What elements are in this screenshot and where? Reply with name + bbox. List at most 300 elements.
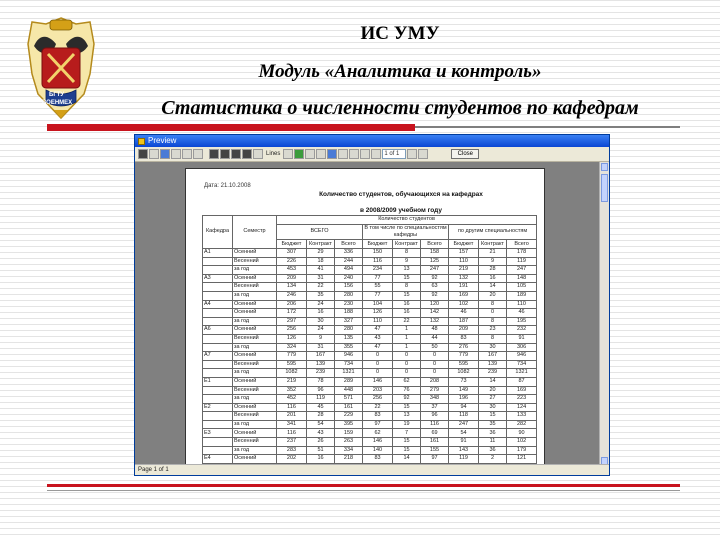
value-cell: 14 — [479, 283, 507, 292]
value-cell: 189 — [507, 291, 537, 300]
semester-cell: за год — [233, 369, 277, 378]
dept-cell: Е2 — [203, 403, 233, 412]
value-cell: 167 — [307, 352, 335, 361]
table-row — [203, 334, 537, 343]
value-cell: 734 — [507, 360, 537, 369]
table-row — [203, 360, 537, 369]
value-cell: 161 — [421, 438, 449, 447]
table-row — [203, 369, 537, 378]
view-icon[interactable] — [242, 149, 252, 159]
value-cell: 0 — [421, 360, 449, 369]
value-cell: 51 — [307, 446, 335, 455]
value-cell: 1082 — [277, 369, 307, 378]
value-cell: 47 — [363, 343, 393, 352]
dept-cell: А6 — [203, 326, 233, 335]
value-cell: 452 — [277, 395, 307, 404]
value-cell: 395 — [335, 420, 363, 429]
value-cell: 188 — [335, 309, 363, 318]
value-cell: 36 — [479, 446, 507, 455]
value-cell: 83 — [449, 334, 479, 343]
value-cell: 126 — [363, 309, 393, 318]
table-row — [203, 326, 537, 335]
semester-cell: за год — [233, 395, 277, 404]
value-cell: 11 — [479, 438, 507, 447]
value-cell: 30 — [479, 403, 507, 412]
zoom-icon[interactable] — [294, 149, 304, 159]
value-cell: 28 — [307, 412, 335, 421]
value-cell: 35 — [307, 291, 335, 300]
value-cell: 324 — [277, 343, 307, 352]
value-cell: 9 — [393, 257, 421, 266]
tools-icon[interactable] — [338, 149, 348, 159]
dept-cell: А1 — [203, 249, 233, 258]
save-icon[interactable] — [160, 149, 170, 159]
value-cell: 69 — [421, 429, 449, 438]
prev-page-icon[interactable] — [371, 149, 381, 159]
value-cell: 73 — [449, 377, 479, 386]
value-cell: 352 — [277, 386, 307, 395]
value-cell: 110 — [363, 317, 393, 326]
value-cell: 202 — [277, 455, 307, 464]
value-cell: 24 — [307, 300, 335, 309]
preview-toolbar — [135, 147, 609, 162]
value-cell: 9 — [307, 334, 335, 343]
value-cell: 16 — [393, 300, 421, 309]
value-cell: 132 — [421, 317, 449, 326]
value-cell: 0 — [363, 360, 393, 369]
scroll-thumb[interactable] — [601, 174, 608, 202]
value-cell: 263 — [335, 438, 363, 447]
value-cell: 110 — [449, 257, 479, 266]
value-cell: 125 — [421, 257, 449, 266]
table-row — [203, 249, 537, 258]
value-cell: 150 — [363, 249, 393, 258]
value-cell: 223 — [507, 395, 537, 404]
header-group-total: Количество студентов — [277, 216, 537, 225]
value-cell: 126 — [277, 334, 307, 343]
value-cell: 15 — [393, 446, 421, 455]
first-page-icon[interactable] — [360, 149, 370, 159]
dept-cell — [203, 283, 233, 292]
value-cell: 78 — [307, 377, 335, 386]
value-cell: 191 — [449, 283, 479, 292]
value-cell: 19 — [393, 420, 421, 429]
value-cell: 140 — [363, 446, 393, 455]
value-cell: 247 — [449, 420, 479, 429]
value-cell: 779 — [277, 352, 307, 361]
report-title-line1: Количество студентов, обучающихся на кафедрах — [319, 191, 483, 198]
value-cell: 121 — [507, 455, 537, 464]
value-cell: 22 — [307, 283, 335, 292]
value-cell: 307 — [277, 249, 307, 258]
value-cell: 1082 — [449, 369, 479, 378]
value-cell: 116 — [277, 403, 307, 412]
last-page-icon[interactable] — [418, 149, 428, 159]
value-cell: 8 — [479, 300, 507, 309]
value-cell: 16 — [307, 309, 335, 318]
value-cell: 62 — [393, 377, 421, 386]
value-cell: 203 — [363, 386, 393, 395]
semester-cell: Осенний — [233, 249, 277, 258]
table-row — [203, 395, 537, 404]
bottom-red-divider — [47, 484, 680, 487]
value-cell: 118 — [449, 412, 479, 421]
value-cell: 172 — [277, 309, 307, 318]
value-cell: 355 — [335, 343, 363, 352]
table-row — [203, 412, 537, 421]
dept-cell — [203, 343, 233, 352]
value-cell: 161 — [335, 403, 363, 412]
value-cell: 35 — [479, 420, 507, 429]
value-cell: 20 — [479, 291, 507, 300]
table-row — [203, 438, 537, 447]
report-date: Дата: 21.10.2008 — [204, 183, 251, 189]
value-cell: 48 — [421, 326, 449, 335]
value-cell: 102 — [449, 300, 479, 309]
value-cell: 96 — [421, 412, 449, 421]
table-row — [203, 386, 537, 395]
dept-cell: А7 — [203, 352, 233, 361]
view-icon[interactable] — [220, 149, 230, 159]
report-table — [202, 215, 537, 464]
semester-cell: Весенний — [233, 334, 277, 343]
value-cell: 116 — [363, 257, 393, 266]
table-row — [203, 455, 537, 464]
table-row — [203, 343, 537, 352]
value-cell: 571 — [335, 395, 363, 404]
value-cell: 2 — [479, 455, 507, 464]
value-cell: 31 — [307, 343, 335, 352]
vertical-scrollbar[interactable] — [599, 162, 609, 466]
value-cell: 102 — [507, 438, 537, 447]
value-cell: 41 — [307, 266, 335, 275]
report-page — [185, 168, 545, 466]
close-button[interactable]: Close — [451, 149, 479, 159]
value-cell: 179 — [507, 446, 537, 455]
value-cell: 15 — [393, 274, 421, 283]
value-cell: 156 — [335, 283, 363, 292]
dept-cell — [203, 420, 233, 429]
page-field[interactable]: 1 of 1 — [382, 149, 406, 159]
value-cell: 22 — [363, 403, 393, 412]
value-cell: 247 — [421, 266, 449, 275]
next-page-icon[interactable] — [407, 149, 417, 159]
value-cell: 240 — [335, 274, 363, 283]
value-cell: 229 — [335, 412, 363, 421]
value-cell: 142 — [421, 309, 449, 318]
dept-cell — [203, 291, 233, 300]
bgtu-voenmeh-logo — [20, 14, 102, 124]
preview-window — [134, 134, 610, 476]
semester-cell: за год — [233, 343, 277, 352]
semester-cell: Весенний — [233, 438, 277, 447]
value-cell: 0 — [421, 352, 449, 361]
zoom-icon[interactable] — [305, 149, 315, 159]
value-cell: 116 — [421, 420, 449, 429]
dept-cell: А3 — [203, 274, 233, 283]
value-cell: 230 — [335, 300, 363, 309]
value-cell: 208 — [421, 377, 449, 386]
value-cell: 297 — [277, 317, 307, 326]
table-row — [203, 403, 537, 412]
value-cell: 87 — [507, 377, 537, 386]
semester-cell: Весенний — [233, 257, 277, 266]
value-cell: 21 — [479, 249, 507, 258]
value-cell: 83 — [363, 455, 393, 464]
slide-title: ИС УМУ — [360, 23, 440, 44]
value-cell: 279 — [421, 386, 449, 395]
value-cell: 31 — [307, 274, 335, 283]
value-cell: 43 — [363, 334, 393, 343]
dept-cell: Е4 — [203, 455, 233, 464]
value-cell: 47 — [363, 326, 393, 335]
value-cell: 90 — [507, 429, 537, 438]
value-cell: 120 — [421, 300, 449, 309]
window-titlebar[interactable] — [135, 135, 609, 147]
header-total: Всего — [335, 240, 363, 249]
slide-subtitle: Модуль «Аналитика и контроль» — [258, 61, 542, 82]
view-icon[interactable] — [231, 149, 241, 159]
value-cell: 20 — [479, 386, 507, 395]
semester-cell: Осенний — [233, 274, 277, 283]
value-cell: 0 — [393, 369, 421, 378]
header-contract: Контракт — [393, 240, 421, 249]
dept-cell — [203, 446, 233, 455]
value-cell: 244 — [335, 257, 363, 266]
value-cell: 62 — [363, 429, 393, 438]
header-vsego: ВСЕГО — [277, 224, 363, 240]
value-cell: 119 — [307, 395, 335, 404]
dept-cell — [203, 334, 233, 343]
value-cell: 30 — [307, 317, 335, 326]
value-cell: 219 — [449, 266, 479, 275]
header-contract: Контракт — [307, 240, 335, 249]
value-cell: 116 — [277, 429, 307, 438]
value-cell: 209 — [277, 274, 307, 283]
value-cell: 133 — [507, 412, 537, 421]
value-cell: 96 — [307, 386, 335, 395]
value-cell: 187 — [449, 317, 479, 326]
value-cell: 146 — [363, 438, 393, 447]
value-cell: 195 — [507, 317, 537, 326]
value-cell: 28 — [479, 266, 507, 275]
value-cell: 201 — [277, 412, 307, 421]
value-cell: 167 — [479, 352, 507, 361]
title-block — [120, 20, 680, 124]
value-cell: 0 — [393, 360, 421, 369]
value-cell: 178 — [507, 249, 537, 258]
print-icon[interactable] — [138, 149, 148, 159]
dept-cell — [203, 369, 233, 378]
value-cell: 13 — [393, 266, 421, 275]
value-cell: 8 — [479, 317, 507, 326]
value-cell: 23 — [479, 326, 507, 335]
value-cell: 15 — [393, 403, 421, 412]
value-cell: 63 — [421, 283, 449, 292]
semester-cell: за год — [233, 266, 277, 275]
value-cell: 155 — [421, 446, 449, 455]
value-cell: 276 — [449, 343, 479, 352]
value-cell: 158 — [421, 249, 449, 258]
value-cell: 8 — [393, 249, 421, 258]
value-cell: 0 — [363, 352, 393, 361]
table-row — [203, 300, 537, 309]
value-cell: 282 — [507, 420, 537, 429]
grid-icon[interactable] — [283, 149, 293, 159]
value-cell: 209 — [449, 326, 479, 335]
value-cell: 0 — [363, 369, 393, 378]
value-cell: 92 — [421, 291, 449, 300]
logo-text: ВОЕНМЕХ — [42, 100, 73, 106]
value-cell: 76 — [393, 386, 421, 395]
value-cell: 29 — [307, 249, 335, 258]
value-cell: 9 — [479, 257, 507, 266]
semester-cell: Весенний — [233, 360, 277, 369]
value-cell: 280 — [335, 326, 363, 335]
value-cell: 341 — [277, 420, 307, 429]
preview-app-icon — [138, 138, 145, 145]
value-cell: 239 — [307, 369, 335, 378]
header-budget: Бюджет — [363, 240, 393, 249]
header-total: Всего — [421, 240, 449, 249]
value-cell: 105 — [507, 283, 537, 292]
dept-cell — [203, 257, 233, 266]
report-body — [203, 249, 537, 464]
value-cell: 50 — [421, 343, 449, 352]
value-cell: 13 — [393, 412, 421, 421]
value-cell: 494 — [335, 266, 363, 275]
semester-cell: Осенний — [233, 377, 277, 386]
value-cell: 134 — [277, 283, 307, 292]
export-icon[interactable] — [182, 149, 192, 159]
value-cell: 15 — [393, 438, 421, 447]
value-cell: 18 — [307, 257, 335, 266]
value-cell: 237 — [277, 438, 307, 447]
value-cell: 43 — [307, 429, 335, 438]
semester-cell: Осенний — [233, 403, 277, 412]
dept-cell: А4 — [203, 300, 233, 309]
header-contract: Контракт — [479, 240, 507, 249]
value-cell: 37 — [421, 403, 449, 412]
logo-text: БГТУ — [49, 92, 65, 98]
value-cell: 146 — [363, 377, 393, 386]
value-cell: 97 — [421, 455, 449, 464]
value-cell: 289 — [335, 377, 363, 386]
value-cell: 595 — [277, 360, 307, 369]
value-cell: 0 — [479, 309, 507, 318]
value-cell: 15 — [479, 412, 507, 421]
value-cell: 15 — [393, 291, 421, 300]
view-icon[interactable] — [209, 149, 219, 159]
status-bar: Page 1 of 1 — [135, 464, 609, 475]
arrow-icon[interactable] — [327, 149, 337, 159]
value-cell: 16 — [393, 309, 421, 318]
value-cell: 77 — [363, 274, 393, 283]
semester-cell: Весенний — [233, 386, 277, 395]
value-cell: 132 — [449, 274, 479, 283]
value-cell: 14 — [479, 377, 507, 386]
table-row — [203, 429, 537, 438]
value-cell: 0 — [393, 352, 421, 361]
value-cell: 779 — [449, 352, 479, 361]
setup-icon[interactable] — [149, 149, 159, 159]
value-cell: 46 — [507, 309, 537, 318]
value-cell: 94 — [449, 403, 479, 412]
zoom-icon[interactable] — [253, 149, 263, 159]
scroll-up-arrow[interactable] — [601, 163, 608, 171]
value-cell: 256 — [277, 326, 307, 335]
table-row — [203, 420, 537, 429]
dept-cell — [203, 309, 233, 318]
value-cell: 327 — [335, 317, 363, 326]
value-cell: 139 — [307, 360, 335, 369]
value-cell: 14 — [393, 455, 421, 464]
gray-divider — [415, 126, 680, 128]
header-other: по другим специальностям — [449, 224, 537, 240]
value-cell: 45 — [307, 403, 335, 412]
value-cell: 30 — [479, 343, 507, 352]
value-cell: 232 — [507, 326, 537, 335]
value-cell: 149 — [449, 386, 479, 395]
value-cell: 24 — [307, 326, 335, 335]
header-budget: Бюджет — [449, 240, 479, 249]
edit-icon[interactable] — [316, 149, 326, 159]
dept-cell — [203, 412, 233, 421]
value-cell: 157 — [449, 249, 479, 258]
value-cell: 7 — [393, 429, 421, 438]
value-cell: 16 — [307, 455, 335, 464]
value-cell: 246 — [277, 291, 307, 300]
report-title-line2: в 2008/2009 учебном году — [359, 207, 443, 214]
value-cell: 234 — [363, 266, 393, 275]
value-cell: 196 — [449, 395, 479, 404]
tools-icon[interactable] — [349, 149, 359, 159]
semester-cell: Осенний — [233, 309, 277, 318]
semester-cell: Осенний — [233, 326, 277, 335]
value-cell: 92 — [393, 395, 421, 404]
find-icon[interactable] — [193, 149, 203, 159]
value-cell: 26 — [307, 438, 335, 447]
value-cell: 143 — [449, 446, 479, 455]
preview-client-area[interactable] — [135, 162, 609, 466]
lock-icon[interactable] — [171, 149, 181, 159]
value-cell: 595 — [449, 360, 479, 369]
value-cell: 97 — [363, 420, 393, 429]
red-divider — [47, 124, 415, 131]
value-cell: 54 — [449, 429, 479, 438]
table-row — [203, 266, 537, 275]
value-cell: 946 — [335, 352, 363, 361]
dept-cell — [203, 266, 233, 275]
value-cell: 119 — [449, 455, 479, 464]
value-cell: 22 — [393, 317, 421, 326]
value-cell: 453 — [277, 266, 307, 275]
table-row — [203, 274, 537, 283]
value-cell: 139 — [479, 360, 507, 369]
value-cell: 239 — [479, 369, 507, 378]
window-title: Preview — [148, 136, 177, 145]
value-cell: 206 — [277, 300, 307, 309]
value-cell: 77 — [363, 291, 393, 300]
value-cell: 219 — [277, 377, 307, 386]
value-cell: 92 — [421, 274, 449, 283]
dept-cell — [203, 360, 233, 369]
value-cell: 27 — [479, 395, 507, 404]
value-cell: 54 — [307, 420, 335, 429]
value-cell: 280 — [335, 291, 363, 300]
value-cell: 83 — [363, 412, 393, 421]
table-row — [203, 291, 537, 300]
